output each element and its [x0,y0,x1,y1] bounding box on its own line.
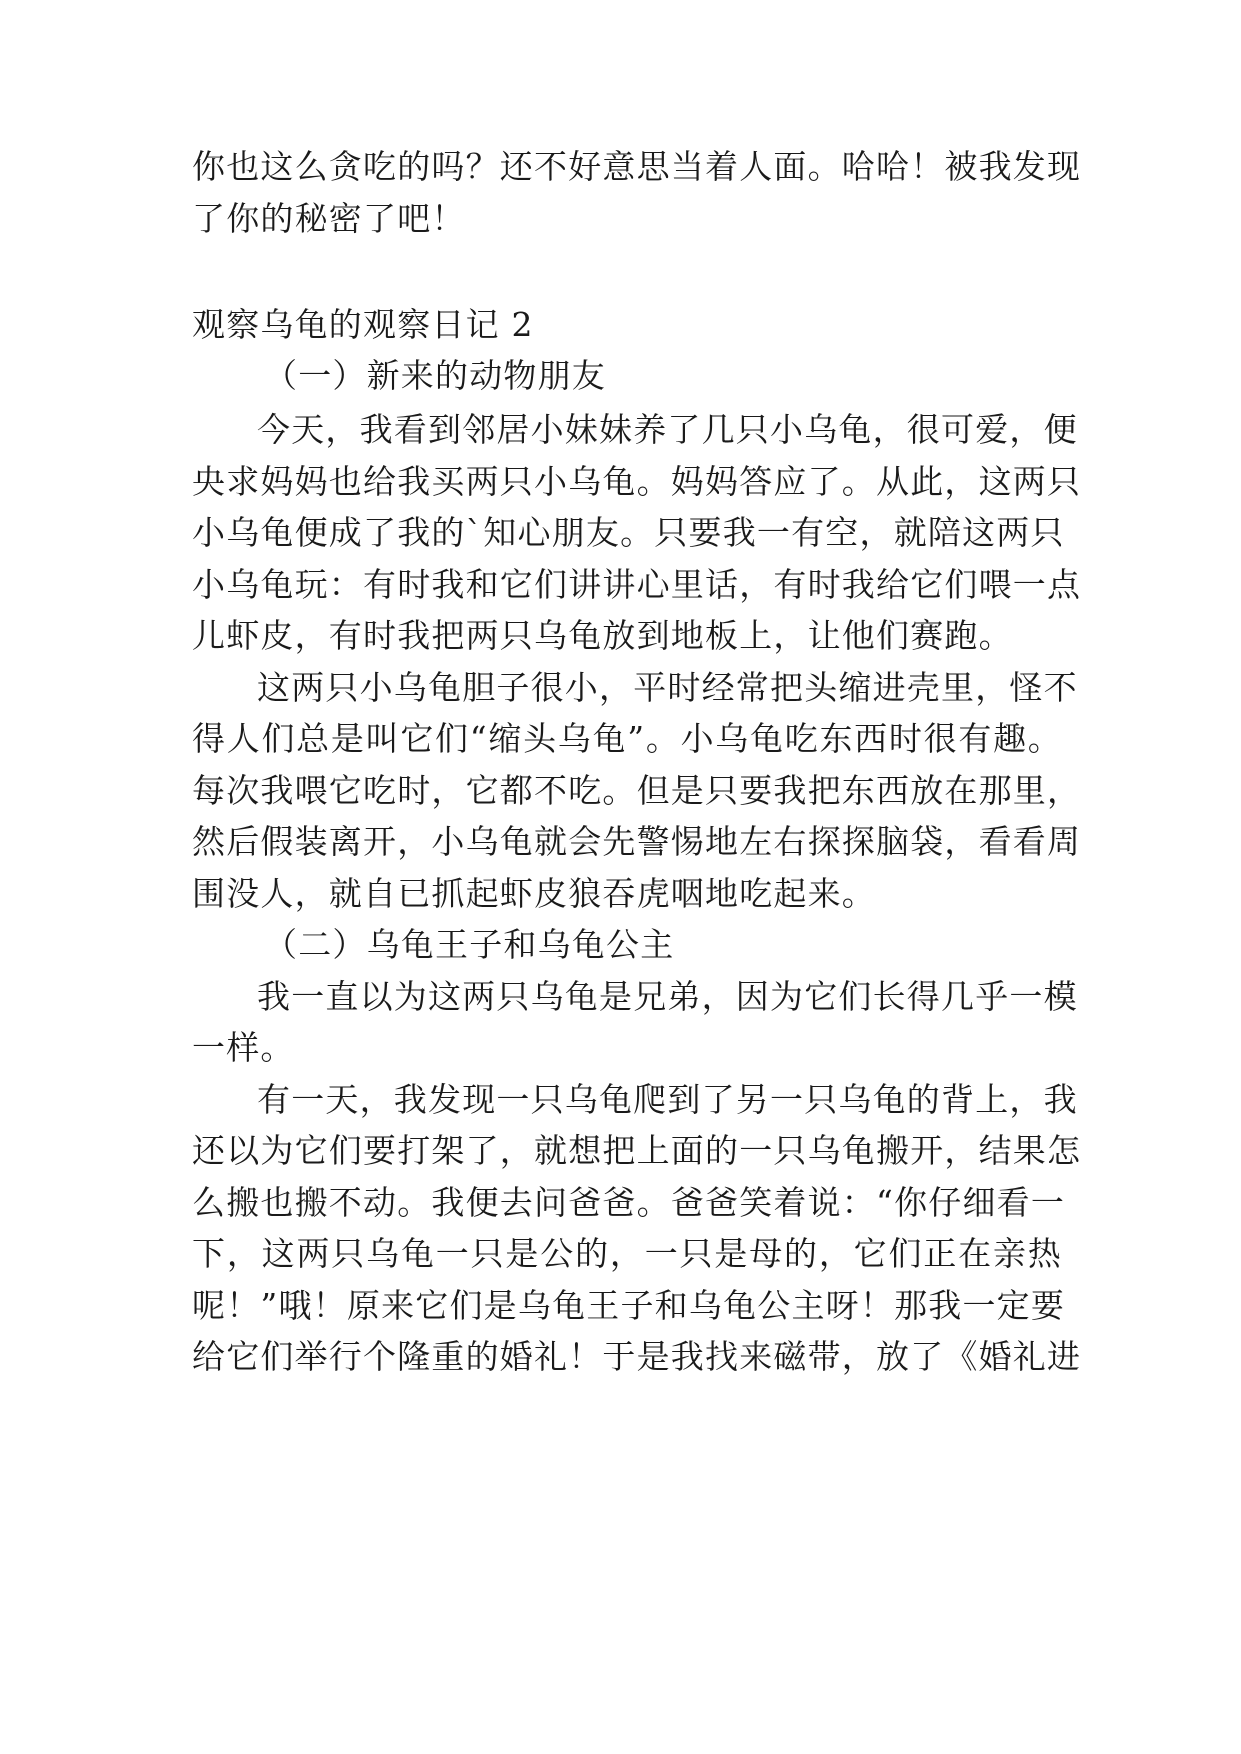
paragraph-line: 这两只小乌龟胆子很小，平时经常把头缩进壳里，怪不 [257,668,1078,707]
paragraph-line: 下，这两只乌龟一只是公的，一只是母的，它们正在亲热 [192,1234,1062,1273]
paragraph-line: 我一直以为这两只乌龟是兄弟，因为它们长得几乎一模 [257,977,1078,1016]
paragraph-line: 么搬也搬不动。我便去问爸爸。爸爸笑着说：“你仔细看一 [192,1183,1066,1222]
intro-line: 你也这么贪吃的吗？还不好意思当着人面。哈哈！被我发现 [192,147,1082,186]
paragraph-line: 每次我喂它吃时，它都不吃。但是只要我把东西放在那里， [192,771,1082,810]
paragraph-line: 呢！”哦！原来它们是乌龟王子和乌龟公主呀！那我一定要 [192,1286,1066,1325]
paragraph-line: 央求妈妈也给我买两只小乌龟。妈妈答应了。从此，这两只 [192,462,1082,501]
paragraph-line: 还以为它们要打架了，就想把上面的一只乌龟搬开，结果怎 [192,1131,1082,1170]
paragraph-line: 然后假装离开，小乌龟就会先警惕地左右探探脑袋，看看周 [192,822,1082,861]
paragraph-line: 得人们总是叫它们“缩头乌龟”。小乌龟吃东西时很有趣。 [192,719,1062,758]
paragraph-line: 围没人，就自已抓起虾皮狼吞虎咽地吃起来。 [192,874,876,913]
paragraph-line: 小乌龟玩：有时我和它们讲讲心里话，有时我给它们喂一点 [192,565,1082,604]
section-heading: （二）乌龟王子和乌龟公主 [264,925,675,964]
paragraph-line: 小乌龟便成了我的`知心朋友。只要我一有空，就陪这两只 [192,513,1065,552]
section-heading: （一）新来的动物朋友 [264,356,606,395]
paragraph-line: 有一天，我发现一只乌龟爬到了另一只乌龟的背上，我 [257,1080,1078,1119]
paragraph-line: 今天，我看到邻居小妹妹养了几只小乌龟，很可爱，便 [257,410,1078,449]
intro-line: 了你的秘密了吧！ [192,199,466,238]
diary-title: 观察乌龟的观察日记 2 [192,305,534,344]
paragraph-line: 儿虾皮，有时我把两只乌龟放到地板上，让他们赛跑。 [192,616,1013,655]
paragraph-line: 一样。 [192,1028,295,1067]
paragraph-line: 给它们举行个隆重的婚礼！于是我找来磁带，放了《婚礼进 [192,1337,1082,1376]
